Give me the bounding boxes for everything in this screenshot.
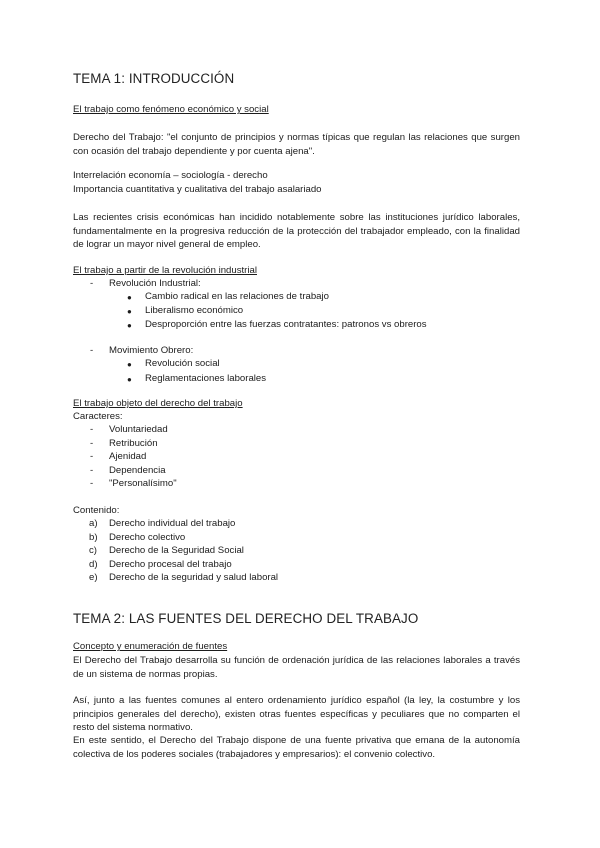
list-item: Ajenidad xyxy=(109,451,147,462)
contenido-label: Contenido: xyxy=(73,505,120,516)
fuentes-paragraph-2: Así, junto a las fuentes comunes al entero ordenamiento jurídico español (la ley, la costumbre y los principios generales del derecho), existen otras fuentes específicas y peculiares que no comparten el resto del sistema normativo. xyxy=(73,695,520,733)
list-item: Reglamentaciones laborales xyxy=(145,373,267,384)
dash-marker: - xyxy=(90,451,94,462)
list-item: Desproporción entre las fuerzas contratantes: patronos vs obreros xyxy=(145,319,427,330)
list-item: Derecho de la seguridad y salud laboral xyxy=(109,572,279,583)
section-heading-fuentes: Concepto y enumeración de fuentes xyxy=(73,641,228,652)
list-letter: d) xyxy=(89,559,98,570)
interrelacion-line: Interrelación economía – sociología - derecho xyxy=(73,170,268,181)
list-letter: e) xyxy=(89,572,98,583)
dash-marker: - xyxy=(90,345,94,356)
importancia-line: Importancia cuantitativa y cualitativa del trabajo asalariado xyxy=(73,184,322,195)
list-item: Voluntariedad xyxy=(109,424,168,435)
caracteres-label: Caracteres: xyxy=(73,411,123,422)
bullet-icon: ● xyxy=(127,321,132,330)
list-letter: c) xyxy=(89,545,97,556)
list-item: Derecho individual del trabajo xyxy=(109,518,236,529)
dash-marker: - xyxy=(90,438,94,449)
list-item: Cambio radical en las relaciones de trabajo xyxy=(145,291,329,302)
list-item: Derecho de la Seguridad Social xyxy=(109,545,244,556)
dash-marker: - xyxy=(90,424,94,435)
bullet-icon: ● xyxy=(127,307,132,316)
list-item: Derecho colectivo xyxy=(109,532,186,543)
dash-marker: - xyxy=(90,478,94,489)
group-label-movimiento-obrero: Movimiento Obrero: xyxy=(109,345,194,356)
definition-paragraph: Derecho del Trabajo: "el conjunto de principios y normas típicas que regulan las relaciones que surgen con ocasión del trabajo dependiente y por cuenta ajena". xyxy=(73,132,520,157)
bullet-icon: ● xyxy=(127,360,132,369)
tema2-title: TEMA 2: LAS FUENTES DEL DERECHO DEL TRABAJO xyxy=(73,611,419,626)
list-item: Derecho procesal del trabajo xyxy=(109,559,232,570)
list-letter: a) xyxy=(89,518,98,529)
bullet-icon: ● xyxy=(127,375,132,384)
list-item: "Personalísimo" xyxy=(109,478,177,489)
list-item: Liberalismo económico xyxy=(145,305,244,316)
crisis-paragraph: Las recientes crisis económicas han incidido notablemente sobre las instituciones jurídico laborales, fundamentalmente en la progresiva reducción de la protección del trabajador empleado, con la finalidad de lograr un mayor nivel general de empleo. xyxy=(73,212,520,250)
section-heading-fenomeno: El trabajo como fenómeno económico y social xyxy=(73,104,269,115)
list-item: Revolución social xyxy=(145,358,220,369)
dash-marker: - xyxy=(90,465,94,476)
bullet-icon: ● xyxy=(127,293,132,302)
list-item: Retribución xyxy=(109,438,158,449)
dash-marker: - xyxy=(90,278,94,289)
fuentes-paragraph-3: En este sentido, el Derecho del Trabajo dispone de una fuente privativa que emana de la autonomía colectiva de los poderes sociales (trabajadores y empresarios): el convenio colectivo. xyxy=(73,735,520,760)
list-letter: b) xyxy=(89,532,98,543)
fuentes-paragraph-1: El Derecho del Trabajo desarrolla su función de ordenación jurídica de las relaciones laborales a través de un sistema de normas propias. xyxy=(73,655,520,680)
tema1-title: TEMA 1: INTRODUCCIÓN xyxy=(73,71,235,86)
section-heading-objeto: El trabajo objeto del derecho del trabajo xyxy=(73,398,243,409)
list-item: Dependencia xyxy=(109,465,166,476)
section-heading-revolucion: El trabajo a partir de la revolución industrial xyxy=(73,265,257,276)
group-label-revolucion-industrial: Revolución Industrial: xyxy=(109,278,201,289)
